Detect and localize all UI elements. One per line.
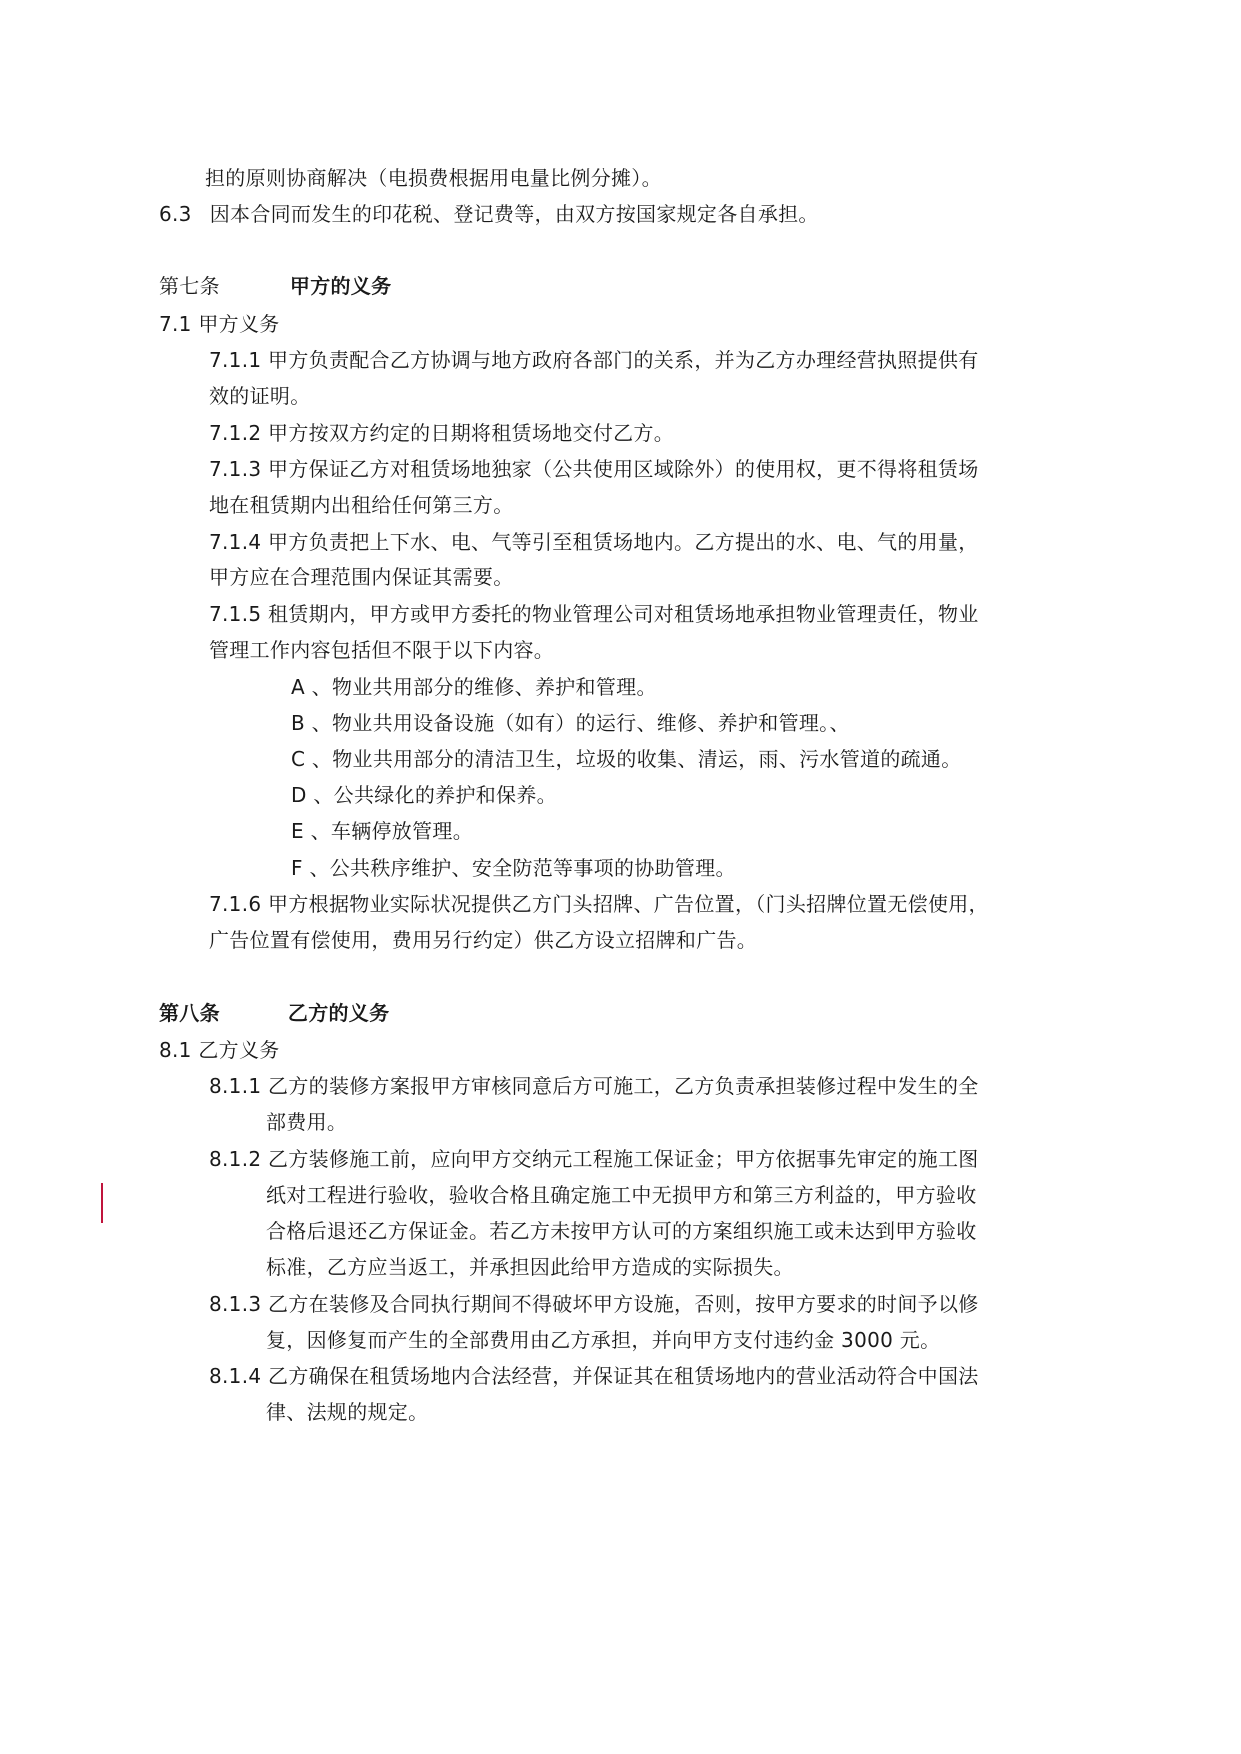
list-item-d: D 、公共绿化的养护和保养。 [291,783,557,807]
clause-8-1-4-line2: 律、法规的规定。 [266,1400,429,1424]
article-title: 甲方的义务 [289,274,392,298]
clause-8-1-2-line4: 标准，乙方应当返工，并承担因此给甲方造成的实际损失。 [266,1255,794,1279]
section-8-1: 8.1 乙方义务 [159,1038,280,1062]
article-8-heading [159,999,389,1027]
clause-8-1-2-line3: 合格后退还乙方保证金。若乙方未按甲方认可的方案组织施工或未达到甲方验收 [266,1219,977,1243]
clause-8-1-1-line1: 8.1.1 乙方的装修方案报甲方审核同意后方可施工，乙方负责承担装修过程中发生的全 [209,1074,979,1098]
article-label: 第八条 [159,1001,220,1025]
list-item-a: A 、物业共用部分的维修、养护和管理。 [291,675,657,699]
clause-8-1-4-line1: 8.1.4 乙方确保在租赁场地内合法经营，并保证其在租赁场地内的营业活动符合中国法 [209,1364,979,1388]
list-item-b: B 、物业共用设备设施（如有）的运行、维修、养护和管理。、 [291,711,850,735]
clause-8-1-3-line2: 复，因修复而产生的全部费用由乙方承担，并向甲方支付违约金 3000 元。 [266,1328,941,1352]
article-title: 乙方的义务 [287,1001,390,1025]
list-item-e: E 、车辆停放管理。 [291,819,473,843]
clause-7-1-3-line1: 7.1.3 甲方保证乙方对租赁场地独家（公共使用区域除外）的使用权，更不得将租赁场 [209,457,979,481]
clause-number: 6.3 [159,202,192,226]
revision-marker [101,1183,103,1223]
clause-7-1-1-line2: 效的证明。 [209,384,311,408]
list-item-c: C 、物业共用部分的清洁卫生，垃圾的收集、清运，雨、污水管道的疏通。 [291,747,962,771]
clause-7-1-5-line1: 7.1.5 租赁期内，甲方或甲方委托的物业管理公司对租赁场地承担物业管理责任，物业 [209,602,979,626]
clause-8-1-2-line1: 8.1.2 乙方装修施工前，应向甲方交纳元工程施工保证金；甲方依据事先审定的施工图 [209,1147,979,1171]
clause-7-1-2: 7.1.2 甲方按双方约定的日期将租赁场地交付乙方。 [209,421,675,445]
section-7-1: 7.1 甲方义务 [159,312,280,336]
clause-7-1-3-line2: 地在租赁期内出租给任何第三方。 [209,493,514,517]
clause-8-1-2-line2: 纸对工程进行验收，验收合格且确定施工中无损甲方和第三方利益的，甲方验收 [266,1183,977,1207]
clause-6-3 [159,200,819,228]
clause-8-1-1-line2: 部费用。 [266,1110,348,1134]
clause-text: 因本合同而发生的印花税、登记费等，由双方按国家规定各自承担。 [209,202,819,226]
clause-8-1-3-line1: 8.1.3 乙方在装修及合同执行期间不得破坏甲方设施，否则，按甲方要求的时间予以修 [209,1292,979,1316]
clause-7-1-1-line1: 7.1.1 甲方负责配合乙方协调与地方政府各部门的关系，并为乙方办理经营执照提供有 [209,348,979,372]
clause-7-1-6-line1: 7.1.6 甲方根据物业实际状况提供乙方门头招牌、广告位置，（门头招牌位置无偿使用， [209,892,989,916]
clause-7-1-4-line1: 7.1.4 甲方负责把上下水、电、气等引至租赁场地内。乙方提出的水、电、气的用量， [209,530,979,554]
paragraph-6-2-continuation: 担的原则协商解决（电损费根据用电量比例分摊）。 [205,166,662,190]
article-7-heading [159,272,391,300]
clause-7-1-5-line2: 管理工作内容包括但不限于以下内容。 [209,638,555,662]
list-item-f: F 、公共秩序维护、安全防范等事项的协助管理。 [291,856,736,880]
clause-7-1-6-line2: 广告位置有偿使用，费用另行约定）供乙方设立招牌和广告。 [209,928,758,952]
clause-7-1-4-line2: 甲方应在合理范围内保证其需要。 [209,565,514,589]
article-label: 第七条 [159,274,220,298]
